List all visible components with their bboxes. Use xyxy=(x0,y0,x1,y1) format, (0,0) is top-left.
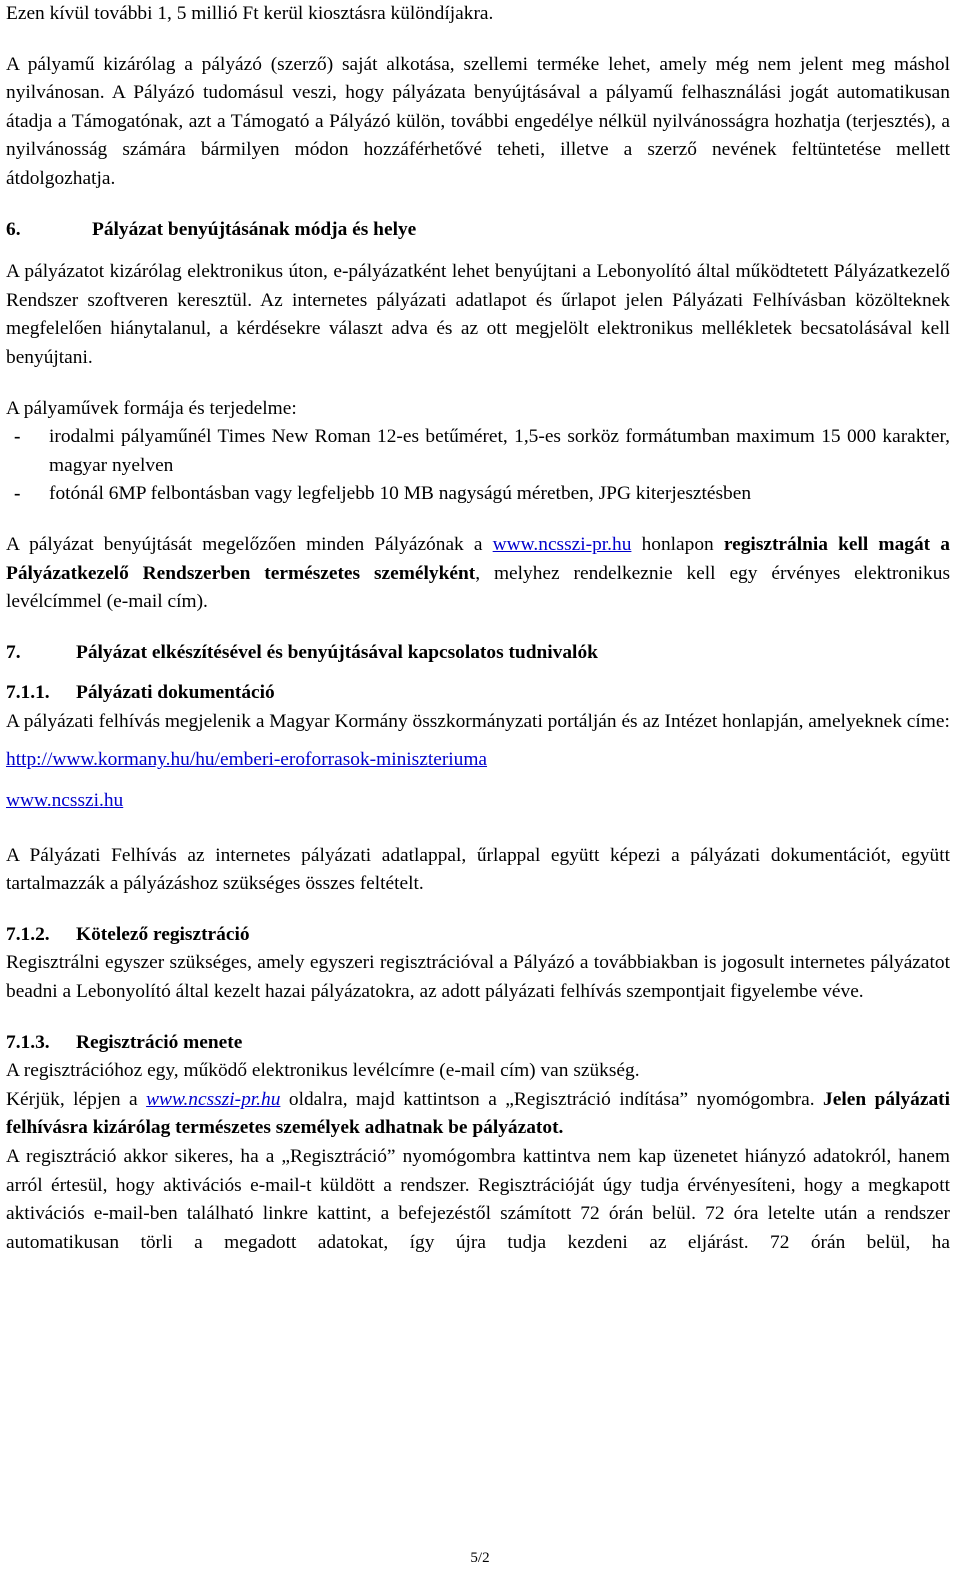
top-line: Ezen kívül további 1, 5 millió Ft kerül kiosztásra különdíjakra. xyxy=(6,3,494,24)
section-713-line-1: A regisztrációhoz egy, működő elektronikus levélcímre (e-mail cím) van szükség. xyxy=(6,1060,640,1082)
registration-paragraph xyxy=(6,531,950,617)
ncsszi-pr-link[interactable]: www.ncsszi-pr.hu xyxy=(492,533,632,555)
list-item xyxy=(6,480,950,509)
section-6-number: 6. xyxy=(6,218,21,240)
section-713-heading xyxy=(6,1029,950,1058)
kormany-link[interactable]: http://www.kormany.hu/hu/emberi-eroforrasok-miniszteriuma xyxy=(6,749,488,771)
section-713-number: 7.1.3. xyxy=(6,1031,50,1053)
section-6-paragraph: A pályázatot kizárólag elektronikus úton, e-pályázatként lehet benyújtani a Lebonyolító által működtetett Pályázatkezelő Rendszer szoftveren keresztül. Az internetes pályázati adatlapot és űrlapot jelen Pályázati Felhívásban közölteknek megfelelően hiánytalanul, a kérdésekre választ adva és az ott megjelölt elektronikus mellékletek becsatolásával kell benyújtani. xyxy=(6,261,950,368)
section-712-title: Kötelező regisztráció xyxy=(76,923,250,945)
section-711-paragraph: A pályázati felhívás megjelenik a Magyar Kormány összkormányzati portálján és az Intézet honlapján, amelyeknek címe: xyxy=(6,710,950,732)
list-dash: - xyxy=(14,483,21,505)
section-711-title: Pályázati dokumentáció xyxy=(76,682,275,704)
section-712-paragraph: Regisztrálni egyszer szükséges, amely egyszeri regisztrációval a Pályázó a továbbiakban is jogosult internetes pályázatot beadni a Lebonyolító által kezelt hazai pályázatokra, az adott pályázati felhívás szempontjait figyelembe véve. xyxy=(6,952,950,1003)
section-7-heading xyxy=(6,639,950,668)
list-dash: - xyxy=(14,426,21,448)
page-number: 5/2 xyxy=(470,1550,490,1566)
registration-text-before: A pályázat benyújtását megelőzően minden Pályázónak a xyxy=(6,533,483,555)
section-712-number: 7.1.2. xyxy=(6,923,50,945)
section-712-heading xyxy=(6,921,950,950)
section-713-paragraph-3: A regisztráció akkor sikeres, ha a „Regisztráció” nyomógombra kattintva nem kap üzenetet hiányzó adatokról, hanem arról értesül, hogy aktivációs e-mail-t küldött a rendszer. Regisztrációját úgy tudja érvényesíteni, hogy a megkapott aktivációs e-mail-ben található linkre kattint, a befejezéstől számított 72 órán belül. 72 óra letelte után a rendszer automatikusan törli a megadott adatokat, így újra tudja kezdeni az eljárást. 72 órán belül, ha xyxy=(6,1146,950,1253)
section-711-heading xyxy=(6,679,950,708)
registration-bold-text: regisztrálnia kell magát a Pályázatkezelő Rendszerben természetes személyként xyxy=(6,533,950,584)
list-item xyxy=(6,423,950,480)
section-713-title: Regisztráció menete xyxy=(76,1031,243,1053)
intro-paragraph: A pályamű kizárólag a pályázó (szerző) saját alkotása, szellemi terméke lehet, amely még nem jelent meg máshol nyilvánosan. A Pályázó tudomásul veszi, hogy pályázata benyújtásával a pályamű felhasználási jogát automatikusan átadja a Támogatónak, azt a Támogató a Pályázó külön, további engedélye nélkül nyilvánosságra hozhatja (terjesztés), a nyilvánosság számára bármilyen módon hozzáférhetővé teheti, illetve a szerző nevének feltüntetése mellett átdolgozhatja. xyxy=(6,53,950,189)
section-713-text-before: Kérjük, lépjen a xyxy=(6,1088,138,1110)
section-711-paragraph-2: A Pályázati Felhívás az internetes pályázati adatlappal, űrlappal együtt képezi a pályázati dokumentációt, együtt tartalmazzák a pályázáshoz szükséges összes feltételt. xyxy=(6,844,950,895)
ncsszi-link-line xyxy=(6,787,950,816)
registration-text-end: , melyhez rendelkeznie kell egy érvényes elektronikus levélcímmel (e-mail cím). xyxy=(6,562,950,613)
ncsszi-pr-link-2[interactable]: www.ncsszi-pr.hu xyxy=(146,1088,281,1110)
forms-list xyxy=(6,423,950,509)
section-7-number: 7. xyxy=(6,641,21,663)
section-6-heading xyxy=(6,216,950,245)
registration-text-after: honlapon xyxy=(641,533,714,555)
section-7-title: Pályázat elkészítésével és benyújtásával kapcsolatos tudnivalók xyxy=(76,641,598,663)
list-item-text: fotónál 6MP felbontásban vagy legfeljebb 10 MB nagyságú méretben, JPG kiterjesztésben xyxy=(49,483,752,505)
section-713-paragraph-2 xyxy=(6,1086,950,1143)
section-6-title: Pályázat benyújtásának módja és helye xyxy=(92,218,417,240)
section-711-number: 7.1.1. xyxy=(6,682,50,704)
section-713-text-after: oldalra, majd kattintson a „Regisztráció indítása” nyomógombra. xyxy=(288,1088,815,1110)
ncsszi-link[interactable]: www.ncsszi.hu xyxy=(6,790,124,812)
list-item-text: irodalmi pályaműnél Times New Roman 12-es betűméret, 1,5-es sorköz formátumban maximum 15 000 karakter, magyar nyelven xyxy=(49,426,950,476)
section-713-bold-text: Jelen pályázati felhívásra kizárólag természetes személyek adhatnak be pályázatot. xyxy=(6,1088,950,1139)
kormany-link-line xyxy=(6,746,950,775)
forms-label: A pályaművek formája és terjedelme: xyxy=(6,397,297,419)
